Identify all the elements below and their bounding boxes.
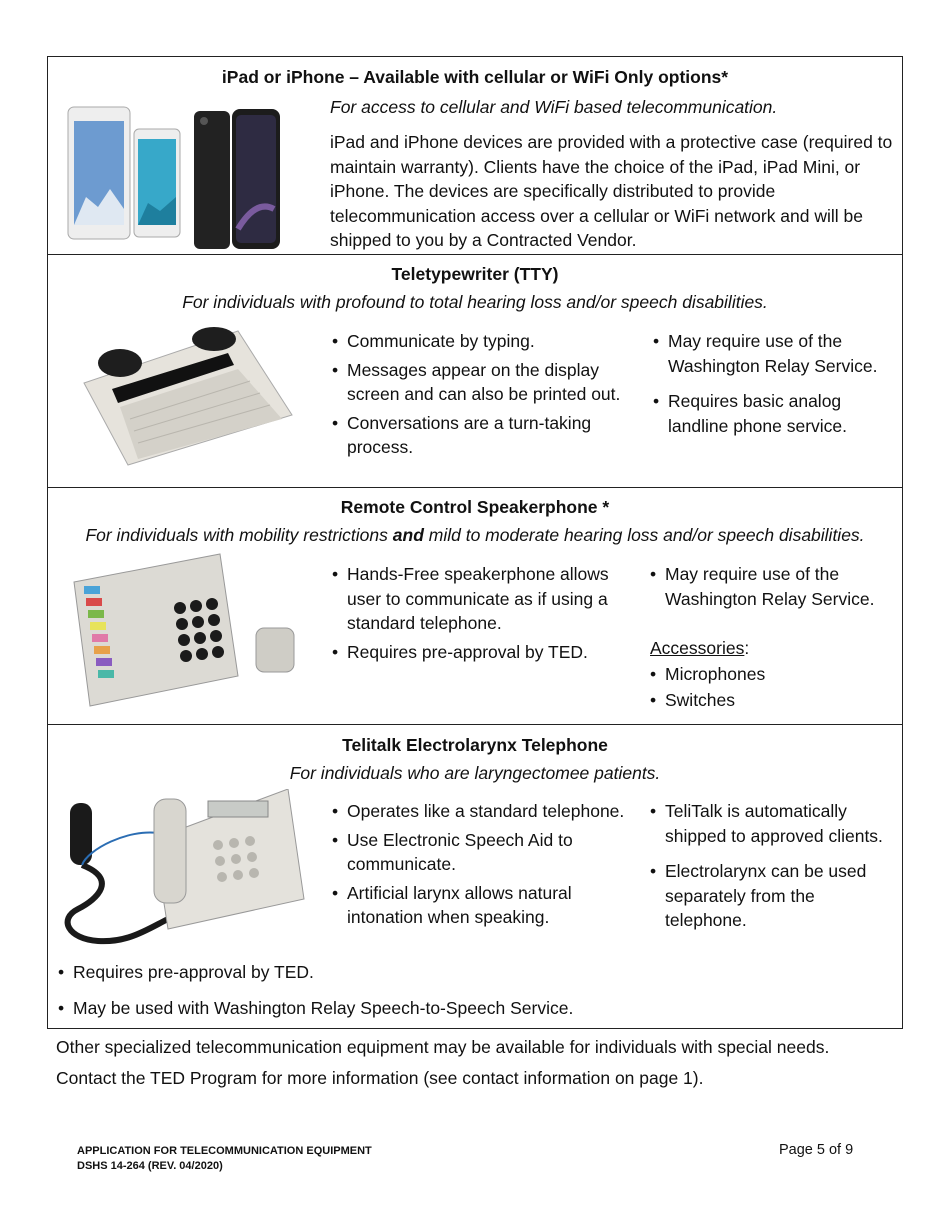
telitalk-subtitle: For individuals who are laryngectomee patients. (289, 763, 661, 783)
form-title: APPLICATION FOR TELECOMMUNICATION EQUIPMENT (77, 1145, 372, 1157)
list-item: • Requires pre-approval by TED. (330, 640, 630, 665)
list-item: • Artificial larynx allows natural intonation when speaking. (330, 881, 630, 930)
speakerphone-features-right (648, 562, 901, 611)
tty-features-right (651, 329, 901, 438)
telitalk-image (58, 789, 306, 951)
ipad-title: iPad or iPhone – Available with cellular or WiFi Only options* (221, 67, 729, 87)
ipad-description: iPad and iPhone devices are provided with a protective case (required to maintain warranty). Clients have the choice of the iPad, iPad Mini, or iPhone. The devices are specifically distributed to provide telecommunication access over a cellular or WiFi network and will be shipped to you by a Contracted Vendor. (330, 132, 893, 250)
telitalk-features-right (648, 799, 901, 933)
speakerphone-title: Remote Control Speakerphone * (340, 497, 610, 517)
list-item: • Requires basic analog landline phone service. (651, 389, 901, 438)
form-number: DSHS 14-264 (REV. 04/2020) (77, 1160, 223, 1172)
speakerphone-image (70, 552, 300, 708)
speakerphone-features-left (330, 562, 630, 664)
list-item: • Hands-Free speakerphone allows user to communicate as if using a standard telephone. (330, 562, 630, 636)
speakerphone-section (48, 488, 902, 725)
list-item: • Operates like a standard telephone. (330, 799, 630, 824)
list-item: • Electrolarynx can be used separately from the telephone. (648, 859, 901, 933)
speakerphone-subtitle: For individuals with mobility restrictions and mild to moderate hearing loss and/or speech disabilities. (85, 525, 865, 545)
ipad-subtitle: For access to cellular and WiFi based telecommunication. (330, 97, 778, 117)
tty-title: Teletypewriter (TTY) (391, 264, 559, 284)
list-item: • TeliTalk is automatically shipped to approved clients. (648, 799, 901, 848)
list-item: • Communicate by typing. (330, 329, 625, 354)
list-item: • May require use of the Washington Relay Service. (648, 562, 901, 611)
list-item: • May be used with Washington Relay Speech-to-Speech Service. (56, 996, 886, 1021)
tty-subtitle: For individuals with profound to total hearing loss and/or speech disabilities. (182, 292, 768, 312)
ipad-section (48, 57, 902, 255)
list-item: • Microphones (648, 662, 901, 687)
telitalk-section (48, 725, 902, 1028)
tty-features-left (330, 329, 625, 460)
accessories-heading: Accessories: (650, 638, 750, 658)
equipment-table (47, 56, 903, 1029)
page-number: Page 5 of 9 (779, 1142, 854, 1158)
note-line-1: Other specialized telecommunication equipment may be available for individuals with special needs. (56, 1037, 830, 1057)
list-item: • Requires pre-approval by TED. (56, 960, 886, 985)
telitalk-features-full (56, 960, 886, 1020)
tty-section (48, 255, 902, 488)
accessories-list (648, 662, 901, 712)
form-footer (77, 1144, 372, 1174)
list-item: • Switches (648, 688, 901, 713)
list-item: • Messages appear on the display screen and can also be printed out. (330, 358, 625, 407)
note-line-2: Contact the TED Program for more information (see contact information on page 1). (56, 1068, 704, 1088)
tty-device-image (78, 323, 298, 473)
telitalk-features-left (330, 799, 630, 930)
list-item: • May require use of the Washington Relay Service. (651, 329, 901, 378)
list-item: • Use Electronic Speech Aid to communicate. (330, 828, 630, 877)
list-item: • Conversations are a turn-taking process. (330, 411, 625, 460)
telitalk-title: Telitalk Electrolarynx Telephone (342, 735, 608, 755)
ipad-iphone-image (66, 99, 286, 251)
